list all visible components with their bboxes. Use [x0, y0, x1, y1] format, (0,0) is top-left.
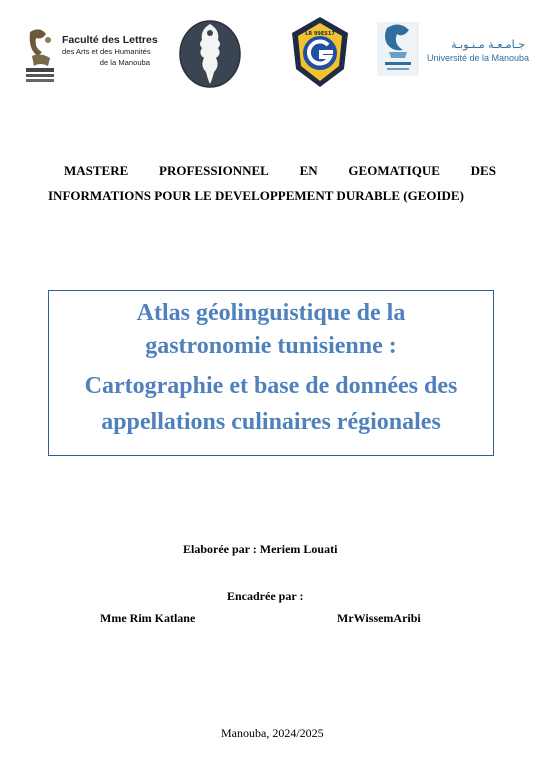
- program-word: DES: [470, 163, 496, 178]
- place-and-year: Manouba, 2024/2025: [221, 726, 324, 740]
- title-line4: appellations culinaires régionales: [101, 409, 441, 435]
- faces-vase-logo-icon: [178, 20, 242, 88]
- university-name-arabic: جـامـعـة مـنـوبـة: [451, 38, 525, 51]
- title-line1: Atlas géolinguistique de la: [136, 300, 406, 326]
- program-word: PROFESSIONNEL: [159, 163, 269, 178]
- faculty-logo: [22, 26, 157, 84]
- svg-text:LR 99ES17: LR 99ES17: [305, 31, 335, 37]
- supervisors-label: Encadrée par :: [227, 589, 304, 603]
- faculty-name: Faculté des Lettres: [62, 34, 158, 46]
- faculty-emblem-icon: [22, 26, 58, 84]
- faculty-subtitle: des Arts et des Humanités: [62, 47, 151, 56]
- program-heading-line2: INFORMATIONS POUR LE DEVELOPPEMENT DURABLE (GEOIDE): [48, 188, 464, 203]
- program-heading: [48, 158, 496, 208]
- program-word: EN: [299, 163, 318, 178]
- university-logo: [373, 18, 528, 80]
- title-line3: Cartographie et base de données des: [84, 373, 458, 399]
- university-name-french: Université de la Manouba: [427, 53, 530, 63]
- title-line2: gastronomie tunisienne :: [145, 333, 397, 359]
- program-word: GEOMATIQUE: [348, 163, 440, 178]
- supervisor-name: MrWissemAribi: [337, 611, 421, 625]
- geomatics-lab-logo-icon: [288, 15, 352, 89]
- faculty-location: de la Manouba: [99, 58, 150, 67]
- program-word: MASTERE: [64, 163, 129, 178]
- thesis-title-box: [48, 290, 494, 456]
- program-heading-line1: [48, 158, 496, 183]
- supervisor-name: Mme Rim Katlane: [100, 611, 196, 625]
- university-emblem-icon: [373, 18, 423, 80]
- author-line: Elaborée par : Meriem Louati: [183, 542, 338, 556]
